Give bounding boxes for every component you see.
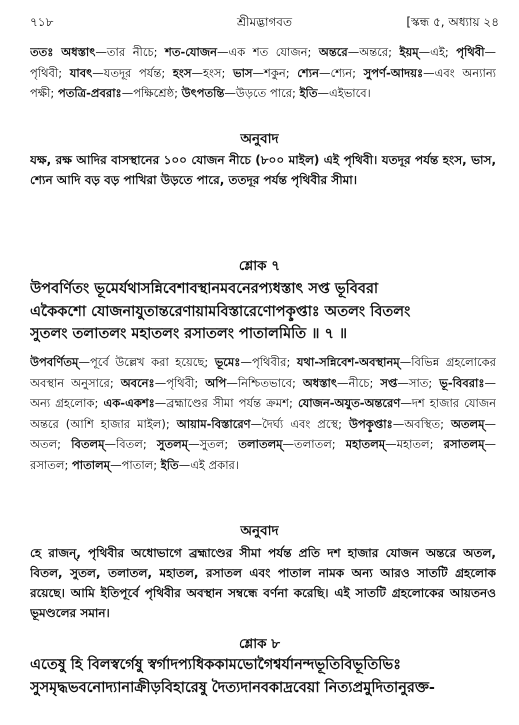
term-meaning: রসাতল; [30, 457, 72, 472]
term-meaning: শ্যেন; [330, 65, 364, 80]
em-dash: — [418, 45, 431, 59]
sanskrit-term: যথা-সন্নিবেশ-অবস্থানম্ [296, 355, 400, 369]
word-meanings-verse-6 [30, 42, 496, 126]
em-dash: — [397, 375, 409, 390]
sanskrit-term: ভূ-বিবরাঃ [439, 375, 485, 390]
translation-heading: অনুবাদ [240, 523, 279, 539]
term-meaning: শকুন; [264, 65, 298, 80]
em-dash: — [121, 86, 134, 100]
term-meaning: নীচে; [348, 375, 381, 390]
term-meaning: ব্রহ্মাণ্ডের সীমা পর্যন্ত ক্রমশ; [166, 396, 298, 410]
verse-line: সুসমৃদ্ধভবনোদ্যানাক্রীড়বিহারেষু দৈত্যদানবকাদ্রবেয়া নিত্যপ্রমুদিতানুরক্ত- [30, 679, 435, 696]
em-dash: — [110, 457, 122, 472]
sanskrit-term: ততঃ অধস্তাৎ [30, 45, 96, 59]
em-dash: — [484, 437, 496, 451]
term-meaning: যতদূর পর্যন্ত; [103, 65, 173, 80]
em-dash: — [252, 65, 265, 80]
em-dash: — [188, 437, 200, 451]
sanskrit-term: তলাতলম্ [238, 437, 283, 451]
em-dash: — [400, 396, 412, 410]
term-meaning: বিভিন্ন গ্রহলোকের অবস্থান অনুসারে; [30, 355, 496, 390]
term-meaning: দশ হাজার যোজন অন্তরে (আশি হাজার মাইল); [30, 396, 496, 431]
translation-verse-7: হে রাজন্, পৃথিবীর অধোভাগে ব্রহ্মাণ্ডের সীমা পর্যন্ত প্রতি দশ হাজার যোজন অন্তরে অতল, বিতল, সুতল, তলাতল, মহাতল, রসাতল এবং পাতাল নামক অন্য আরও সাতটি গ্রহলোক রয়েছে। আমি ইতিপূর্বে পৃথিবীর অবস্থান সম্বন্ধে বর্ণনা করেছি। এই সাতটি গ্রহলোকের আয়তনও ভূমণ্ডলের সমান। [30, 546, 496, 620]
term-meaning: পূর্বে উল্লেখ করা হয়েছে; [89, 355, 215, 369]
sanskrit-term: সুতলম্ [156, 437, 189, 451]
em-dash: — [347, 45, 360, 59]
sanskrit-term: পৃথিবী [456, 45, 485, 59]
term-meaning: তার নীচে; [106, 45, 166, 59]
em-dash: — [191, 65, 203, 80]
term-meaning: এইভাবে। [328, 86, 371, 100]
sanskrit-term: ইতি [299, 86, 318, 100]
sanskrit-term: উৎপতন্তি [181, 86, 225, 100]
sanskrit-term: ভূমেঃ [214, 355, 241, 369]
em-dash: — [423, 65, 435, 80]
term-meaning: দৈর্ঘ্য এবং প্রস্থে; [262, 416, 349, 431]
term-meaning: তলাতল; [294, 437, 346, 451]
word-meanings-verse-7 [30, 352, 496, 516]
term-meaning: অতল; [30, 437, 72, 451]
em-dash: — [318, 65, 331, 80]
sanskrit-term: মহাতলম্ [345, 437, 386, 451]
verse-line: সুতলং তলাতলং মহাতলং রসাতলং পাতালমিতি ॥ ৭ ॥ [30, 326, 348, 342]
em-dash: — [240, 355, 252, 369]
term-meaning: হংস; [202, 65, 234, 80]
verse-7-text [30, 278, 496, 348]
sanskrit-term: সপ্ত [380, 375, 398, 390]
sanskrit-term: শত-যোজন [165, 45, 218, 59]
term-meaning: বিতল; [115, 437, 157, 451]
term-meaning: অবস্থিত; [404, 416, 451, 431]
sanskrit-term: এক-একশঃ [103, 396, 155, 410]
em-dash: — [178, 457, 191, 472]
sanskrit-term: উপকৢপ্তাঃ [348, 416, 393, 431]
sanskrit-term: উপবর্ণিতম্ [30, 355, 79, 369]
em-dash: — [224, 86, 236, 100]
sanskrit-term: অন্তরে [318, 45, 348, 59]
term-meaning: অন্য গ্রহলোক; [30, 396, 104, 410]
page-number: ৭১৮ [30, 15, 54, 29]
verse-8-text [30, 654, 496, 702]
em-dash: — [78, 355, 90, 369]
term-meaning: পাতাল; [121, 457, 161, 472]
sanskrit-term: অতলম্ [450, 416, 485, 431]
term-meaning: পৃথিবীর; [251, 355, 297, 369]
sanskrit-term: অবনেঃ [120, 375, 155, 390]
term-meaning: পৃথিবী; [166, 375, 206, 390]
term-meaning: এবং অন্যান্য পক্ষী; [30, 65, 496, 100]
term-meaning: পৃথিবী; [30, 65, 70, 80]
verse-8-heading: শ্লোক ৮ [238, 636, 281, 652]
em-dash: — [399, 355, 412, 369]
sanskrit-term: রসাতলম্ [443, 437, 485, 451]
em-dash: — [484, 416, 496, 431]
term-meaning: পক্ষিশ্রেষ্ঠ; [133, 86, 182, 100]
term-meaning: সাত; [408, 375, 440, 390]
sanskrit-term: পতত্রি-প্রবরাঃ [57, 86, 122, 100]
em-dash: — [95, 45, 107, 59]
em-dash: — [250, 416, 263, 431]
verse-line: এতেষু হি বিলস্বর্গেষু স্বর্গাদপ্যধিককামভোগৈশ্বর্যানন্দভূতিবিভূতিভিঃ [30, 657, 401, 673]
em-dash: — [217, 45, 229, 59]
term-meaning: এই; [430, 45, 457, 59]
term-meaning: এক শত যোজন; [228, 45, 319, 59]
em-dash: — [336, 375, 349, 390]
em-dash: — [154, 375, 167, 390]
em-dash: — [484, 375, 496, 390]
sanskrit-term: আয়াম-বিস্তারেণ [176, 416, 251, 431]
translation-heading: অনুবাদ [240, 131, 279, 147]
term-meaning: অন্তরে; [359, 45, 400, 59]
sanskrit-term: ইয়ম্ [399, 45, 419, 59]
sanskrit-term: সুপর্ণ-আদয়ঃ [363, 65, 424, 80]
sanskrit-term: যোজন-অযুত-অন্তরেণ [297, 396, 401, 410]
sanskrit-term: অধস্তাৎ [302, 375, 337, 390]
term-meaning: উড়তে পারে; [235, 86, 300, 100]
verse-line: উপবর্ণিতং ভূমের্যথাসন্নিবেশাবস্থানমবনেরপ্যধস্তাৎ সপ্ত ভূবিবরা [30, 281, 379, 297]
sanskrit-term: ভাস [233, 65, 253, 80]
sanskrit-term: হংস [172, 65, 192, 80]
book-title: শ্রীমদ্ভাগবত [236, 15, 292, 29]
em-dash: — [484, 45, 496, 59]
sanskrit-term: বিতলম্ [71, 437, 105, 451]
em-dash: — [385, 437, 397, 451]
chapter-reference: [স্কন্ধ ৫, অধ্যায় ২৪ [406, 15, 499, 29]
sanskrit-term: পাতালম্ [72, 457, 111, 472]
verse-7-heading: শ্লোক ৭ [238, 258, 281, 274]
em-dash: — [104, 437, 116, 451]
em-dash: — [282, 437, 295, 451]
page-header [30, 14, 499, 34]
sanskrit-term: শ্যেন [297, 65, 319, 80]
em-dash: — [154, 396, 167, 410]
term-meaning: নিশ্চিতভাবে; [237, 375, 303, 390]
em-dash: — [392, 416, 405, 431]
em-dash: — [92, 65, 104, 80]
sanskrit-term: অপি [205, 375, 227, 390]
term-meaning: এই প্রকার। [190, 457, 239, 472]
sanskrit-term: যাবৎ [69, 65, 93, 80]
term-meaning: মহাতল; [396, 437, 444, 451]
em-dash: — [226, 375, 238, 390]
translation-verse-6: যক্ষ, রক্ষ আদির বাসস্থানের ১০০ যোজন নীচে (৮০০ মাইল) এই পৃথিবী। যতদূর পর্যন্ত হংস, ভাস, শ্যেন আদি বড় বড় পাখিরা উড়তে পারে, ততদূর পর্যন্ত পৃথিবীর সীমা। [30, 153, 496, 187]
sanskrit-term: ইতি [160, 457, 179, 472]
em-dash: — [317, 86, 329, 100]
verse-line: একৈকশো যোজনাযুতান্তরেণায়ামবিস্তারেণোপকৢপ্তাঃ অতলং বিতলং [30, 303, 411, 320]
term-meaning: সুতল; [199, 437, 239, 451]
